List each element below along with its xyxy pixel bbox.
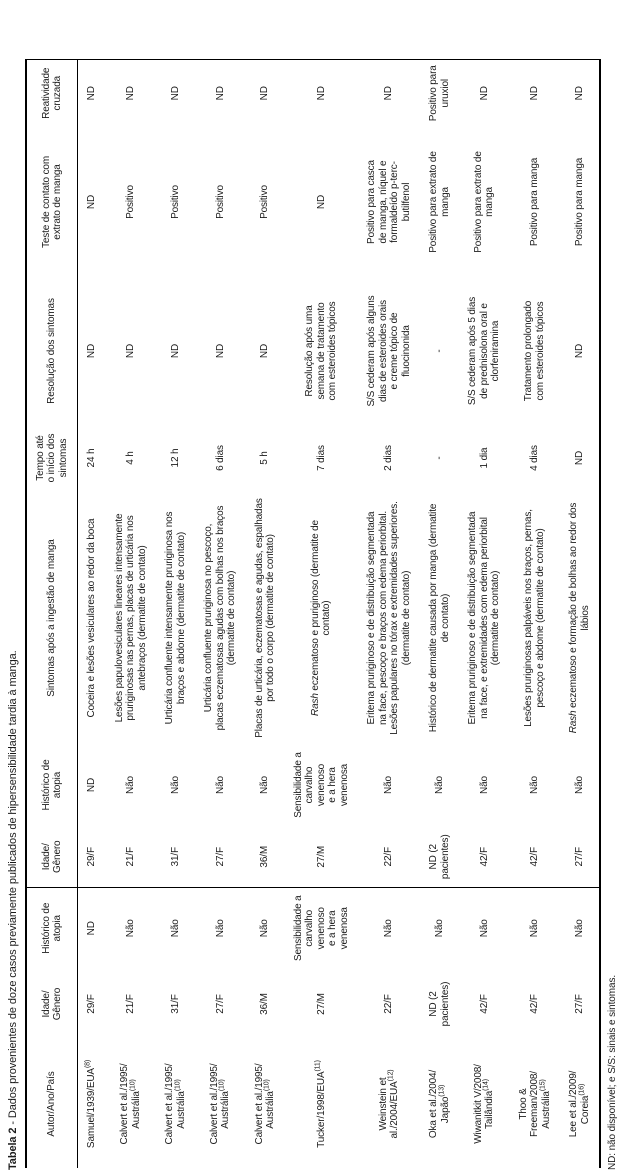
cell-teste: Positivo [214,185,226,219]
cell-reatividade: ND [195,60,246,126]
cell-idade-repeat: 27/F [195,826,246,888]
cell-reatividade: ND [560,60,600,126]
cell-historico-repeat: Não [383,776,395,794]
cell-historico: Não [214,919,226,938]
cell-autor: Oka et al./2004/ Japão$^{(13)}$ [428,1069,451,1139]
cell-historico-repeat: Não [259,776,271,794]
col-header-autor: Autor/Ano/País [26,1040,78,1168]
cell-teste: Positivo [125,185,136,219]
table-row [78,60,106,1168]
cell-historico: Sensibilidade a carvalho venenoso e a hera venenosa [292,895,350,962]
table-title [7,0,19,1170]
cell-resolucao: ND [214,343,226,359]
cell-sintomas: Histórico de dermatite causada por manga (dermatite de contato) [428,503,451,733]
cell-autor: Tucker/1998/EUA$^{(11)}$ [314,1060,327,1148]
col-header-reatividade: Reatividade cruzada [26,60,78,126]
cell-idade: 27/F [214,994,226,1014]
cell-idade-repeat: 42/F [510,826,561,888]
cell-idade-repeat: 29/F [78,826,106,888]
cell-resolucao: Resolução após uma semana de tratamento com esteroides tópicos [304,301,338,401]
cell-historico-repeat: Não [433,776,445,794]
cell-idade-repeat: 27/F [560,826,600,888]
cell-idade: 42/F [529,994,540,1014]
col-header-sintomas: Sintomas após a ingestão de manga [26,492,78,744]
cell-reatividade: ND [78,60,106,126]
cell-sintomas: Urticária confluente pruriginosa no pescoço, placas eczematosas agudas com bolhas nos braços (dermatite de contato) [203,505,237,731]
cell-teste: Positivo [259,185,271,219]
cell-sintomas: Placas de urticária, eczematosas e agudas, espalhadas por todo o corpo (dermatite de contato) [253,498,276,738]
cell-teste: Positivo para extrato de manga [428,151,451,253]
cell-historico: Não [478,919,490,938]
cell-autor: Wiwanitkit V/2008/ Tailândia$^{(14)}$ [472,1064,496,1144]
table-row [195,60,246,1168]
col-header-resolucao: Resolução dos sintomas [26,278,78,424]
cell-sintomas: Lesões papulovesiculares lineares intensamente pruriginosas nas pernas, placas de urticária nos antebraços (dermatite de contato) [113,513,148,723]
table-title-label: Tabela 2 [7,1127,19,1170]
col-header-idade: Idade/ Gênero [26,968,78,1040]
cell-tempo: 1 dia [478,447,490,469]
cell-tempo: 2 dias [383,445,395,471]
cell-idade: 42/F [478,994,490,1014]
cell-reatividade: ND [246,60,285,126]
table-footnote: ND: não disponível; e S/S: sinais e sintomas. [607,974,618,1170]
cell-idade: 31/F [169,994,181,1014]
cell-historico-repeat: Não [478,776,490,794]
cell-tempo: 5 h [259,451,271,465]
cell-tempo: 6 dias [214,445,226,471]
cell-autor: Calvert et al./1995/ Austrália$^{(10)}$ [119,1063,142,1145]
cell-autor: Weinstein et al./2004/EUA$^{(12)}$ [377,1069,400,1139]
cell-sintomas: Coceira e lesões vesiculares ao redor da boca [86,518,97,718]
cell-reatividade: ND [358,60,420,126]
cell-historico: Não [259,919,271,938]
cell-resolucao: - [433,349,445,353]
cell-autor: Calvert et al./1995/ Austrália$^{(10)}$ [253,1063,276,1145]
table-row [420,60,459,1168]
cell-historico: Não [125,919,136,938]
cell-historico-repeat: Não [214,776,226,794]
cell-historico-repeat: Não [169,776,181,794]
cell-reatividade: ND [285,60,359,126]
cell-tempo: ND [560,424,600,492]
cell-autor: Samuel/1939/EUA$^{(8)}$ [84,1059,97,1149]
cell-teste: ND [86,194,97,210]
table-row [510,60,561,1168]
cell-autor: Calvert et al./1995/ Austrália$^{(10)}$ [208,1063,232,1145]
cell-reatividade: ND [156,60,195,126]
cell-idade: 36/M [259,993,271,1015]
cell-idade-repeat: ND (2 pacientes) [420,826,459,888]
cell-resolucao: ND [259,343,271,359]
col-header-historico-repeat: Histórico de atopia [26,744,78,826]
cell-reatividade: ND [510,60,561,126]
cell-teste: ND [315,194,327,210]
cell-sintomas: Eritema pruriginoso e de distribuição segmentada na face, e extremidades com edema periorbital (dermatite de contato) [467,511,501,725]
cell-idade-repeat: 31/F [156,826,195,888]
table-header-row [26,60,78,1168]
cell-autor: Calvert et al./1995/ Austrália$^{(10)}$ [164,1063,187,1145]
cell-historico: Não [529,919,540,938]
col-header-tempo: Tempo até o início dos sintomas [26,424,78,492]
cell-sintomas: Rash eczematoso e pruriginoso (dermatite de contato) [309,520,333,716]
cell-historico-repeat: Sensibilidade a carvalho venenoso e a hera venenosa [292,752,350,818]
cell-historico-repeat: Não [125,776,136,794]
cell-historico: Não [560,888,600,968]
cell-historico-repeat: ND [86,777,97,793]
cell-resolucao: ND [125,343,136,359]
cell-teste: Positivo para casca de manga, níquel e formaldeído p-terc- butilfenol [366,160,412,244]
cell-tempo: 7 dias [315,445,327,471]
cell-teste: Positivo para extrato de manga [472,151,496,253]
table-row [246,60,285,1168]
cell-teste: Positivo [169,185,181,219]
cell-autor: Lee et al./2009/ Coreia$^{(16)}$ [560,1040,600,1168]
cell-resolucao: ND [169,343,181,359]
cell-sintomas: Urticária confluente intensamente pruriginosa nos braços e abdome (dermatite de contato) [164,511,187,725]
cell-reatividade: ND [106,60,157,126]
cell-historico-repeat: Não [529,776,540,794]
cell-sintomas: Eritema pruriginoso e de distribuição segmentada na face, pescoço e braços com edema periorbital. Lesões papulares no tórax e extremidades superiores. (dermatite de contato) [366,501,412,735]
cell-idade-repeat: 36/M [246,826,285,888]
cell-idade: 29/F [86,994,97,1014]
table-row [358,60,420,1168]
cell-idade-repeat: 22/F [358,826,420,888]
cell-idade: ND (2 pacientes) [428,981,451,1027]
cell-reatividade: ND [459,60,510,126]
cell-resolucao: ND [560,278,600,424]
cell-tempo: 4 dias [529,445,540,471]
cell-autor: Thoo & Freeman/2008/ Austrália$^{(15)}$ [517,1071,552,1137]
cell-resolucao: S/S cederam após alguns dias de esteroides orais e creme tópico de fluocinonida [366,295,412,407]
table-row [285,60,359,1168]
cell-idade: 22/F [383,994,395,1014]
table-row [560,60,600,1168]
cell-tempo: 12 h [169,448,181,468]
cell-idade-repeat: 21/F [106,826,157,888]
cell-historico: ND [86,921,97,936]
cell-historico-repeat: Não [560,744,600,826]
cell-resolucao: S/S cederam após 5 dias de prednisolona oral e clorfeniramina [467,296,501,406]
cell-resolucao: ND [86,343,97,359]
cell-idade: 27/F [560,968,600,1040]
col-header-idade-repeat: Idade/ Gênero [26,826,78,888]
cell-idade-repeat: 27/M [285,826,359,888]
table-row [106,60,157,1168]
cell-tempo: 4 h [125,451,136,465]
cell-idade-repeat: 42/F [459,826,510,888]
col-header-teste: Teste de contato com extrato de manga [26,126,78,278]
cell-tempo: - [433,456,445,460]
cell-historico: Não [433,919,445,938]
col-header-historico: Histórico de atopia [26,888,78,968]
cell-sintomas: Lesões pruriginosas palpáveis nos braços, pernas, pescoço e abdome (dermatite de contato) [523,509,546,727]
cell-sintomas: Rash eczematoso e formação de bolhas ao redor dos lábios [560,492,600,744]
cell-resolucao: Tratamento prolongado com esteroides tópicos [523,300,546,402]
cell-historico: Não [383,919,395,938]
cell-historico: Não [169,919,181,938]
table-title-text: - Dados provenientes de doze casos previamente publicados de hipersensibilidade tardia à manga. [7,650,19,1125]
table-row [156,60,195,1168]
cell-teste: Positivo para manga [560,126,600,278]
cell-idade: 27/M [315,993,327,1015]
table-row [459,60,510,1168]
cases-table [25,60,601,1169]
cell-reatividade: Positivo para uruxiol [420,60,459,126]
cell-tempo: 24 h [86,448,97,468]
cell-idade: 21/F [125,994,136,1014]
cell-teste: Positivo para manga [529,157,540,247]
